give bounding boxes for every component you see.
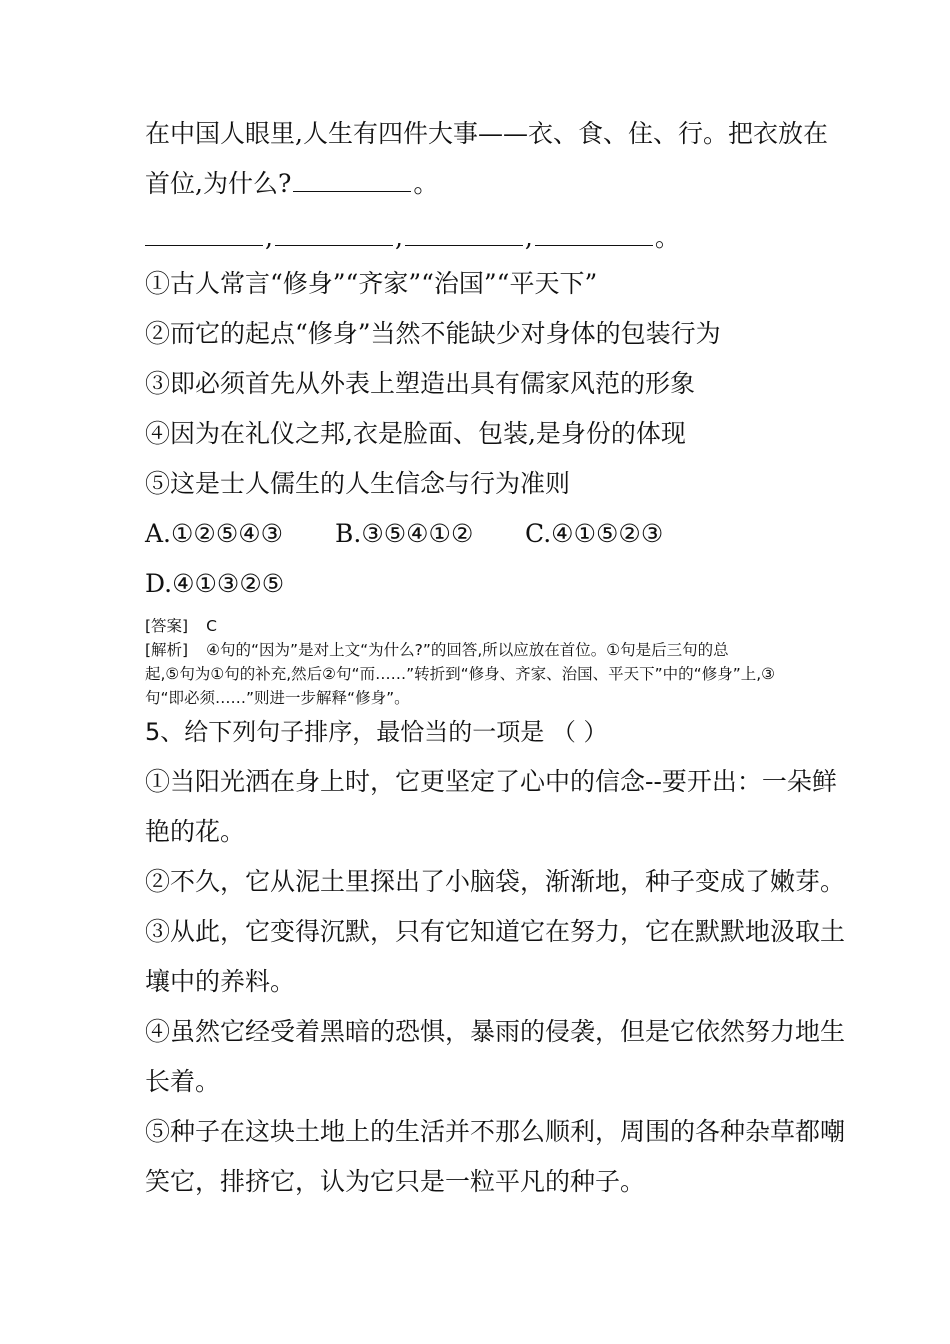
analysis-label: [解析] (145, 641, 189, 659)
intro-question: 首位,为什么? (145, 169, 292, 198)
q5-line: 笑它，排挤它，认为它只是一粒平凡的种子。 (145, 1167, 646, 1196)
q5-line: 长着。 (145, 1067, 221, 1096)
blank-separator: , (265, 223, 273, 252)
intro-line-1: 在中国人眼里,人生有四件大事——衣、食、住、行。把衣放在 (145, 119, 828, 148)
blank-separator: , (394, 223, 403, 252)
option-b: B.③⑤④①② (335, 519, 474, 548)
analysis-line-2: 起,⑤句为①句的补充,然后②句“而……”转折到“修身、齐家、治国、平天下”中的“修身”上,③ (145, 665, 776, 683)
option-a: A.①②⑤④③ (145, 519, 284, 548)
answer-line (145, 614, 810, 638)
q4-item-4: ④因为在礼仪之邦,衣是脸面、包装,是身份的体现 (145, 419, 686, 448)
answer-blank (293, 171, 411, 192)
q5-line: ②不久，它从泥土里探出了小脑袋，渐渐地，种子变成了嫩芽。 (145, 867, 846, 896)
analysis-text-1: ④句的“因为”是对上文“为什么?”的回答,所以应放在首位。①句是后三句的总 (206, 641, 729, 659)
option-d: D.④①③②⑤ (145, 569, 285, 598)
analysis-line-3: 句“即必须……”则进一步解释“修身”。 (145, 689, 410, 707)
analysis-line-1 (145, 638, 810, 662)
q4-item-3: ③即必须首先从外表上塑造出具有儒家风范的形象 (145, 369, 696, 398)
q5-line: ④虽然它经受着黑暗的恐惧，暴雨的侵袭，但是它依然努力地生 (145, 1017, 846, 1046)
answer-blank (145, 225, 263, 246)
answer-blank (535, 225, 653, 246)
q4-item-5: ⑤这是士人儒生的人生信念与行为准则 (145, 469, 571, 498)
answer-label: [答案] (145, 617, 189, 635)
q5-line: 壤中的养料。 (145, 967, 296, 996)
q4-item-2: ②而它的起点“修身”当然不能缺少对身体的包装行为 (145, 319, 721, 348)
fill-blanks-line (145, 222, 810, 254)
intro-period: 。 (413, 169, 439, 198)
blank-separator: , (524, 223, 533, 252)
q4-options-row (145, 518, 810, 550)
q5-line: ①当阳光洒在身上时，它更坚定了心中的信念--要开出：一朵鲜 (145, 767, 837, 796)
answer-blank (275, 225, 393, 246)
q4-item-1: ①古人常言“修身”“齐家”“治国”“平天下” (145, 269, 598, 298)
answer-value: C (206, 617, 217, 635)
q5-line: 艳的花。 (145, 817, 246, 846)
option-c: C.④①⑤②③ (525, 519, 664, 548)
q5-line: ⑤种子在这块土地上的生活并不那么顺利，周围的各种杂草都嘲 (145, 1117, 846, 1146)
blank-end: 。 (654, 223, 680, 252)
answer-blank (405, 225, 523, 246)
q5-title: 5、给下列句子排序，最恰当的一项是 （ ） (145, 718, 608, 746)
q5-line: ③从此，它变得沉默，只有它知道它在努力，它在默默地汲取土 (145, 917, 846, 946)
intro-line-2 (145, 168, 810, 200)
